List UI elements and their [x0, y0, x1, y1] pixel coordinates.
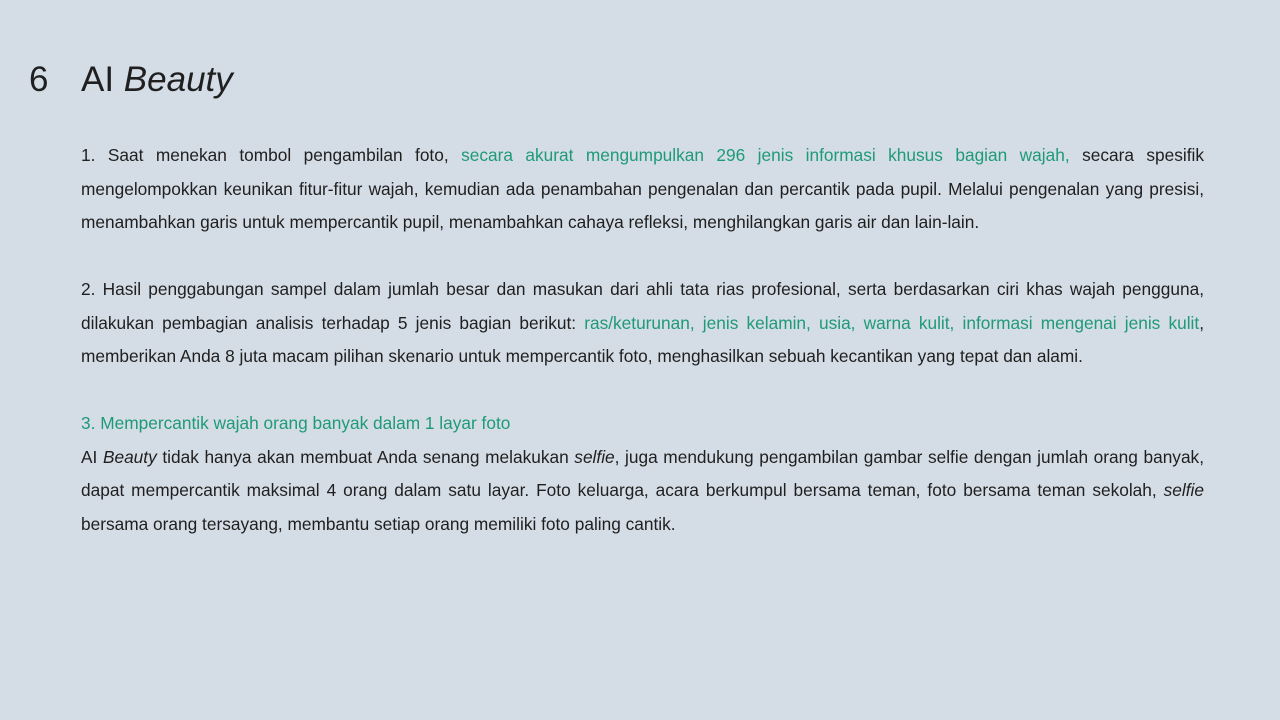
paragraph-3-part2: tidak hanya akan membuat Anda senang melakukan: [156, 446, 575, 467]
paragraph-1-lead: 1. Saat menekan tombol pengambilan foto,: [81, 145, 462, 165]
paragraph-3-heading: 3. Mempercantik wajah orang banyak dalam 1 layar foto: [81, 413, 511, 433]
slide-title: [29, 60, 233, 110]
title-prefix: AI: [81, 60, 124, 99]
paragraph-2-lead: 2. Hasil penggabungan sampel dalam jumlah besar dan masukan dari ahli tata rias profesional, serta berdasarkan ciri khas wajah pengguna, dilakukan pembagian analisis terhadap 5 jenis bagian berikut:: [81, 279, 1204, 333]
paragraph-1-rest: secara spesifik mengelompokkan keunikan fitur-fitur wajah, kemudian ada penambahan pengenalan dan percantik pada pupil. Melalui pengenalan yang presisi, menambahkan garis untuk mempercantik pupil, menambahkan cahaya refleksi, menghilangkan garis air dan lain-lain.: [81, 145, 1204, 232]
paragraph-3-selfie-2: selfie: [1163, 480, 1204, 500]
content-body: [81, 139, 1204, 541]
paragraph-3-part1: AI: [81, 446, 103, 467]
paragraph-3-part4: bersama orang tersayang, membantu setiap orang memiliki foto paling cantik.: [81, 513, 676, 534]
paragraph-1: [81, 139, 1204, 240]
paragraph-spacer: [81, 374, 1204, 408]
paragraph-3-part3: , juga mendukung pengambilan gambar selfie dengan jumlah orang banyak, dapat mempercantik maksimal 4 orang dalam satu layar. Foto keluarga, acara berkumpul bersama teman, foto bersama teman sekolah,: [81, 446, 1204, 500]
title-text: [81, 60, 233, 100]
paragraph-2-rest: , memberikan Anda 8 juta macam pilihan skenario untuk mempercantik foto, menghasilkan sebuah kecantikan yang tepat dan alami.: [81, 312, 1204, 366]
paragraph-3-selfie-1: selfie: [574, 446, 615, 467]
paragraph-2-highlight: ras/keturunan, jenis kelamin, usia, warna kulit, informasi mengenai jenis kulit: [584, 312, 1200, 333]
paragraph-3-beauty: Beauty: [102, 446, 157, 467]
section-number: 6: [29, 60, 49, 99]
paragraph-spacer: [81, 240, 1204, 274]
paragraph-3: [81, 441, 1204, 542]
title-emphasis: Beauty: [123, 60, 233, 99]
paragraph-1-highlight: secara akurat mengumpulkan 296 jenis informasi khusus bagian wajah,: [461, 145, 1070, 165]
paragraph-2: [81, 273, 1204, 374]
